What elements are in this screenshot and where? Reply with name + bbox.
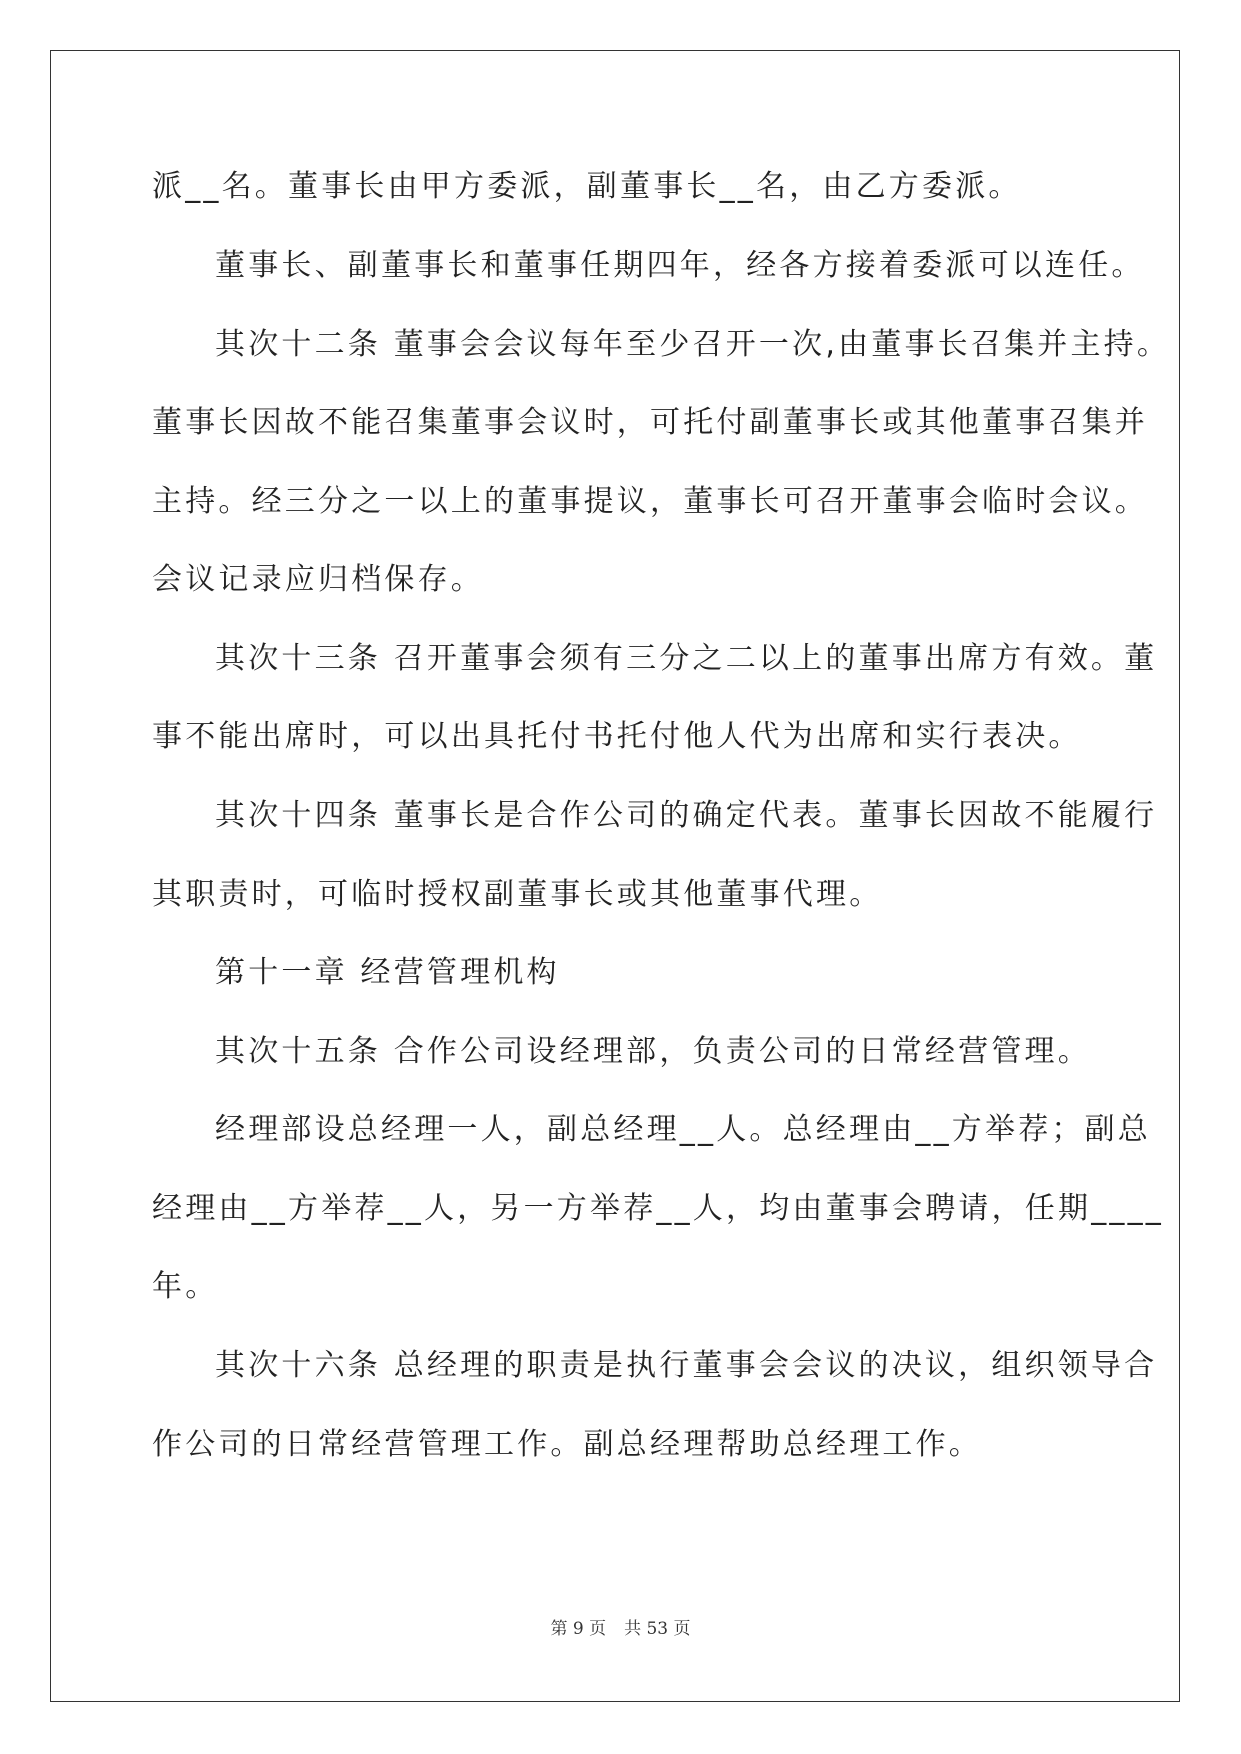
text-line: 主持。经三分之一以上的董事提议，董事长可召开董事会临时会议。: [152, 484, 1148, 519]
text-line: 经理由__方举荐__人，另一方举荐__人，均由董事会聘请，任期____: [152, 1191, 1164, 1226]
text-line: 经理部设总经理一人，副总经理__人。总经理由__方举荐；副总: [215, 1112, 1151, 1147]
page-total: 共 53 页: [624, 1619, 691, 1639]
page-footer: [0, 1614, 1241, 1639]
text-line: 其次十五条 合作公司设经理部，负责公司的日常经营管理。: [215, 1034, 1091, 1069]
text-line: 年。: [152, 1269, 219, 1304]
text-line: 作公司的日常经营管理工作。副总经理帮助总经理工作。: [152, 1427, 982, 1462]
page-number: 第 9 页: [550, 1619, 607, 1639]
text-line: 事不能出席时，可以出具托付书托付他人代为出席和实行表决。: [152, 719, 1082, 754]
text-line: 董事长、副董事长和董事任期四年，经各方接着委派可以连任。: [215, 248, 1145, 283]
text-line: 其次十六条 总经理的职责是执行董事会会议的决议，组织领导合: [215, 1348, 1158, 1383]
text-line: 其次十四条 董事长是合作公司的确定代表。董事长因故不能履行: [215, 798, 1158, 833]
text-line: 会议记录应归档保存。: [152, 562, 484, 597]
text-line: 其次十三条 召开董事会须有三分之二以上的董事出席方有效。董: [215, 641, 1158, 676]
text-line: 其职责时，可临时授权副董事长或其他董事代理。: [152, 877, 883, 912]
text-line: 董事长因故不能召集董事会议时，可托付副董事长或其他董事召集并: [152, 405, 1148, 440]
chapter-heading: 第十一章 经营管理机构: [215, 955, 560, 990]
text-line: 派__名。董事长由甲方委派，副董事长__名，由乙方委派。: [152, 169, 1022, 204]
text-line: 其次十二条 董事会会议每年至少召开一次,由董事长召集并主持。: [215, 327, 1171, 362]
